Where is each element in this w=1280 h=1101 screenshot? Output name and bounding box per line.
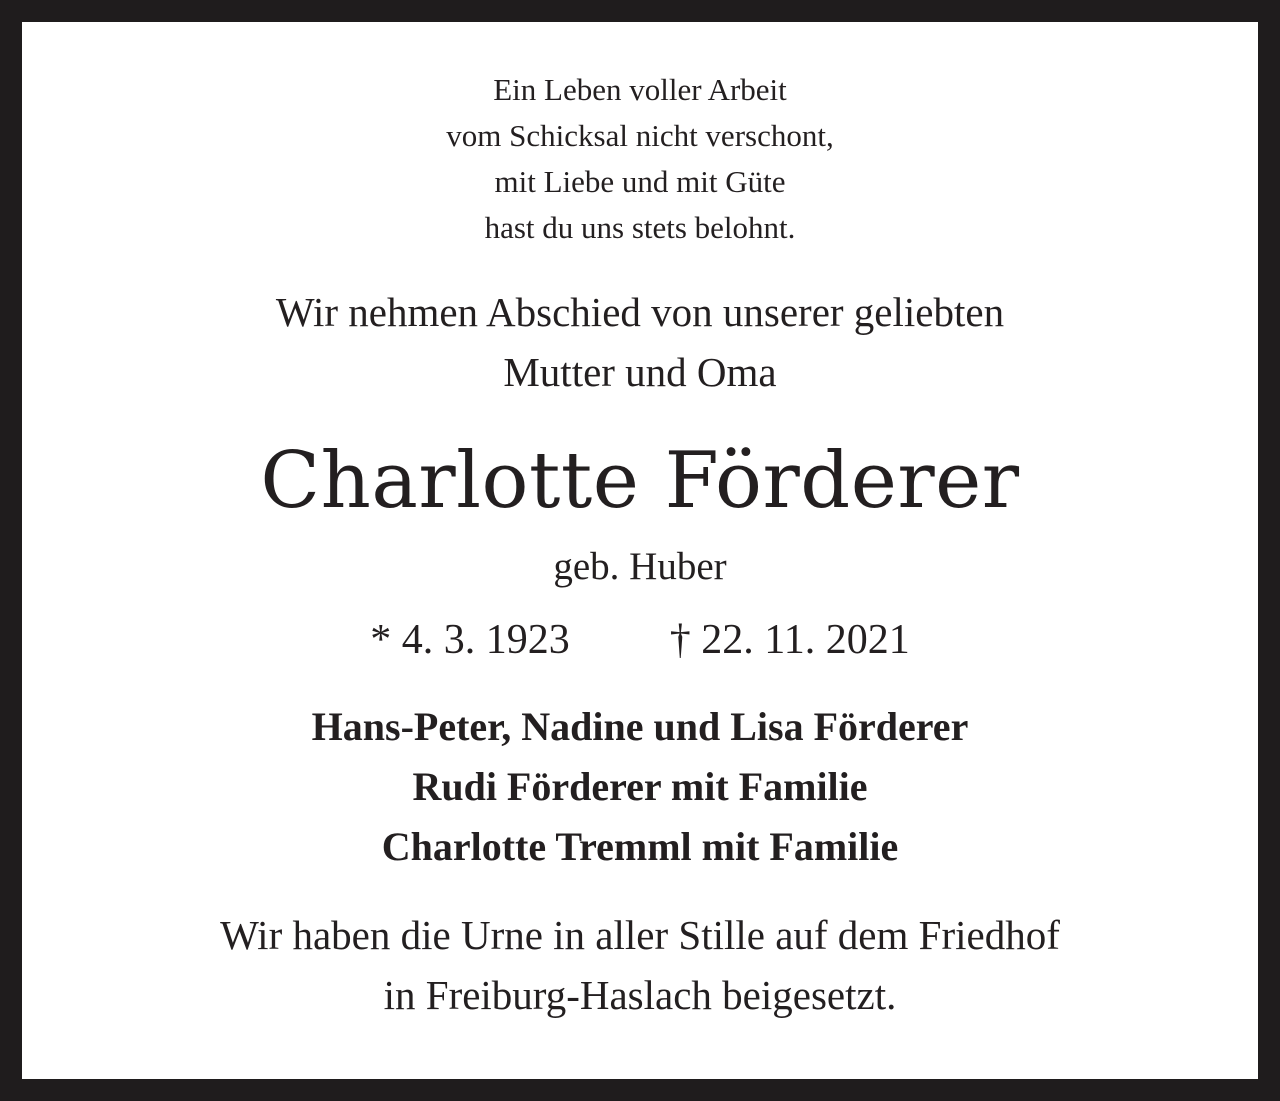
mourner-line-1: Hans-Peter, Nadine und Lisa Förderer: [311, 704, 969, 749]
verse-line-3: mit Liebe und mit Güte: [494, 164, 786, 199]
verse-line-1: Ein Leben voller Arbeit: [493, 72, 787, 107]
intro-line-2: Mutter und Oma: [503, 349, 777, 395]
closing-line-1: Wir haben die Urne in aller Stille auf dem Friedhof: [220, 912, 1060, 958]
mourner-line-2: Rudi Förderer mit Familie: [412, 764, 868, 809]
birth-date: * 4. 3. 1923: [370, 617, 570, 663]
death-date: † 22. 11. 2021: [669, 617, 910, 663]
verse-line-4: hast du uns stets belohnt.: [484, 210, 796, 245]
maiden-name: geb. Huber: [553, 545, 727, 588]
closing-line-2: in Freiburg-Haslach beigesetzt.: [383, 972, 897, 1018]
verse-line-2: vom Schicksal nicht verschont,: [446, 118, 834, 153]
intro-line-1: Wir nehmen Abschied von unserer geliebten: [275, 289, 1005, 335]
mourner-line-3: Charlotte Tremml mit Familie: [381, 824, 899, 869]
life-dates: [22, 619, 1258, 661]
deceased-name: Charlotte Förderer: [260, 436, 1020, 526]
obituary-notice: [22, 22, 1258, 1079]
